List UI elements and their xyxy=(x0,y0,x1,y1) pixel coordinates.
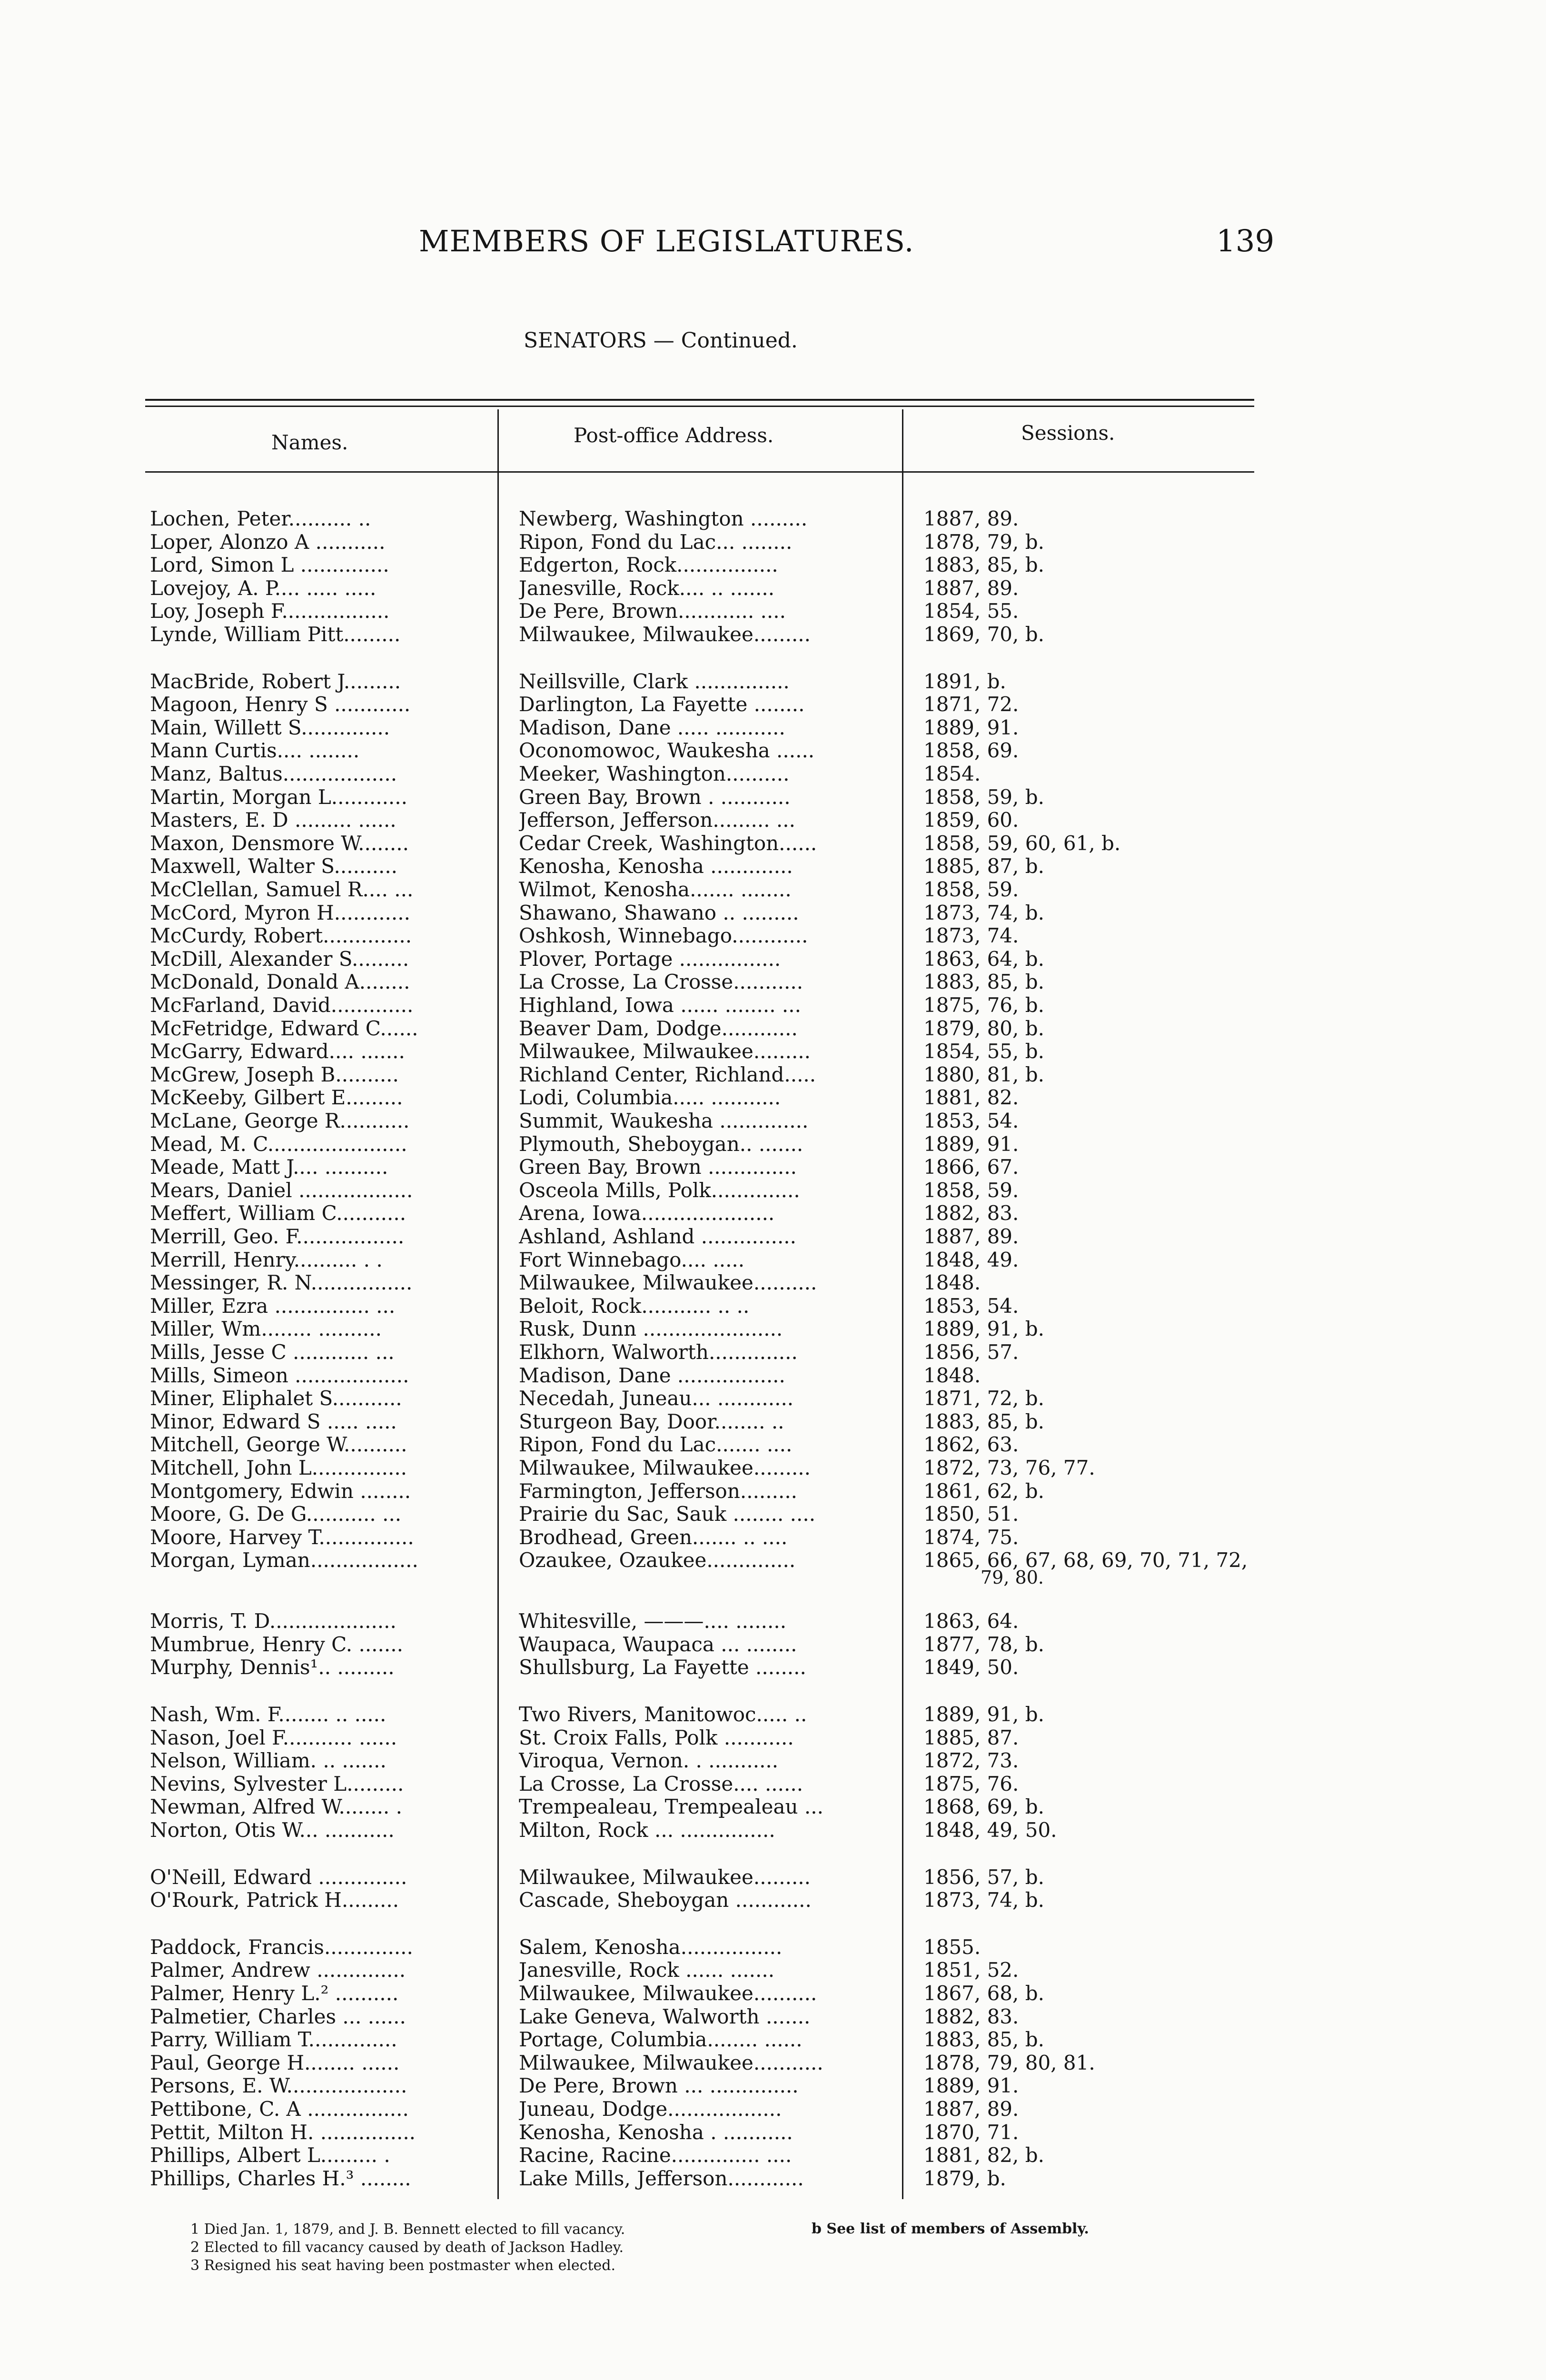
column-header-names: Names. xyxy=(271,431,348,454)
post-office-address: Elkhorn, Walworth.............. xyxy=(519,1340,798,1364)
table-row xyxy=(0,2143,1546,2166)
sessions: 1883, 85, b. xyxy=(923,1410,1044,1433)
senator-name: McDill, Alexander S......... xyxy=(150,947,409,971)
table-top-rule-2 xyxy=(145,406,1254,407)
table-row xyxy=(0,947,1546,970)
sessions: 1873, 74, b. xyxy=(923,1888,1044,1912)
senator-name: McGarry, Edward.... ....... xyxy=(150,1040,405,1063)
table-row xyxy=(0,507,1546,530)
post-office-address: Kenosha, Kenosha . ........... xyxy=(519,2121,793,2144)
post-office-address: Sturgeon Bay, Door........ .. xyxy=(519,1410,784,1433)
post-office-address: Edgerton, Rock................ xyxy=(519,553,778,576)
senator-name: Martin, Morgan L............ xyxy=(150,785,407,809)
sessions: 1871, 72, b. xyxy=(923,1387,1044,1410)
senator-name: Norton, Otis W... ........... xyxy=(150,1818,395,1842)
senator-name: Main, Willett S.............. xyxy=(150,716,390,739)
post-office-address: Jefferson, Jefferson......... ... xyxy=(519,808,795,832)
post-office-address: Neillsville, Clark ............... xyxy=(519,670,790,693)
table-row xyxy=(0,2167,1546,2190)
post-office-address: Janesville, Rock ...... ....... xyxy=(519,1958,775,1982)
post-office-address: Ozaukee, Ozaukee.............. xyxy=(519,1548,796,1572)
senator-name: Persons, E. W................... xyxy=(150,2074,407,2097)
table-row xyxy=(0,1726,1546,1749)
senator-name: McClellan, Samuel R.... ... xyxy=(150,878,414,901)
sessions: 1889, 91. xyxy=(923,2074,1019,2097)
table-row xyxy=(0,2121,1546,2143)
table-row xyxy=(0,1865,1546,1888)
table-row xyxy=(0,553,1546,576)
table-row xyxy=(0,1633,1546,1656)
sessions: 1889, 91, b. xyxy=(923,1317,1044,1340)
post-office-address: Prairie du Sac, Sauk ........ .... xyxy=(519,1502,816,1526)
table-row xyxy=(0,785,1546,808)
table-row xyxy=(0,1502,1546,1525)
senator-name: Nash, Wm. F........ .. ..... xyxy=(150,1703,386,1726)
table-row xyxy=(0,623,1546,645)
post-office-address: St. Croix Falls, Polk ........... xyxy=(519,1726,794,1749)
sessions: 1883, 85, b. xyxy=(923,970,1044,993)
table-row xyxy=(0,878,1546,901)
sessions: 1854, 55. xyxy=(923,599,1019,623)
table-row xyxy=(0,1703,1546,1726)
sessions: 1856, 57, b. xyxy=(923,1865,1044,1889)
senator-name: Morgan, Lyman................. xyxy=(150,1548,418,1572)
page-title: MEMBERS OF LEGISLATURES. xyxy=(419,224,914,258)
table-row xyxy=(0,1526,1546,1548)
sessions: 1879, 80, b. xyxy=(923,1017,1044,1040)
post-office-address: Plymouth, Sheboygan.. ....... xyxy=(519,1132,803,1156)
post-office-address: Ashland, Ashland ............... xyxy=(519,1225,796,1248)
sessions: 1881, 82. xyxy=(923,1086,1019,1109)
sessions: 1848, 49, 50. xyxy=(923,1818,1057,1842)
post-office-address: Summit, Waukesha .............. xyxy=(519,1109,809,1132)
senator-name: Miller, Ezra ............... ... xyxy=(150,1294,396,1318)
table-row xyxy=(0,1294,1546,1317)
post-office-address: Plover, Portage ................ xyxy=(519,947,781,971)
senator-name: Mills, Jesse C ............ ... xyxy=(150,1340,395,1364)
senator-name: Nelson, William. .. ....... xyxy=(150,1749,386,1772)
sessions: 1866, 67. xyxy=(923,1155,1019,1179)
table-row xyxy=(0,1132,1546,1155)
senator-name: Loper, Alonzo A ........... xyxy=(150,530,386,554)
table-row xyxy=(0,1479,1546,1502)
table-row xyxy=(0,2051,1546,2074)
column-header-address: Post-office Address. xyxy=(574,424,774,447)
sessions: 1882, 83. xyxy=(923,2005,1019,2028)
senator-name: MacBride, Robert J......... xyxy=(150,670,401,693)
sessions: 1875, 76, b. xyxy=(923,993,1044,1017)
sessions: 1869, 70, b. xyxy=(923,623,1044,646)
footnotes xyxy=(190,2221,625,2275)
sessions: 1863, 64, b. xyxy=(923,947,1044,971)
sessions: 1878, 79, 80, 81. xyxy=(923,2051,1095,2074)
senator-name: Montgomery, Edwin ........ xyxy=(150,1479,411,1503)
table-row xyxy=(0,1433,1546,1456)
senator-name: Mitchell, George W.......... xyxy=(150,1433,407,1456)
sessions: 1874, 75. xyxy=(923,1526,1019,1549)
senator-name: Palmetier, Charles ... ...... xyxy=(150,2005,406,2028)
post-office-address: Milwaukee, Milwaukee.......... xyxy=(519,1271,817,1294)
table-row xyxy=(0,2005,1546,2028)
table-row xyxy=(0,1609,1546,1632)
table-row xyxy=(0,1340,1546,1363)
post-office-address: Lodi, Columbia..... ........... xyxy=(519,1086,781,1109)
sessions: 1848, 49. xyxy=(923,1248,1019,1271)
senator-name: Masters, E. D ......... ...... xyxy=(150,808,396,832)
sessions: 1862, 63. xyxy=(923,1433,1019,1456)
post-office-address: Farmington, Jefferson......... xyxy=(519,1479,798,1503)
table-row xyxy=(0,1109,1546,1132)
table-row xyxy=(0,1155,1546,1178)
post-office-address: Milton, Rock ... ............... xyxy=(519,1818,775,1842)
table-row xyxy=(0,1387,1546,1409)
post-office-address: Green Bay, Brown . ........... xyxy=(519,785,791,809)
sessions: 1875, 76. xyxy=(923,1772,1019,1795)
senator-name: McCord, Myron H............ xyxy=(150,901,410,924)
table-row xyxy=(0,576,1546,599)
post-office-address: Madison, Dane ..... ........... xyxy=(519,716,785,739)
post-office-address: Fort Winnebago.... ..... xyxy=(519,1248,745,1271)
post-office-address: Ripon, Fond du Lac... ........ xyxy=(519,530,793,554)
table-row xyxy=(0,1225,1546,1248)
sessions: 1858, 69. xyxy=(923,739,1019,762)
table-row xyxy=(0,670,1546,693)
senator-name: Mills, Simeon .................. xyxy=(150,1364,409,1387)
sessions: 1858, 59, b. xyxy=(923,785,1044,809)
post-office-address: Milwaukee, Milwaukee......... xyxy=(519,1040,811,1063)
post-office-address: Arena, Iowa..................... xyxy=(519,1201,775,1225)
senator-name: Morris, T. D.................... xyxy=(150,1609,396,1633)
post-office-address: Kenosha, Kenosha ............. xyxy=(519,854,793,878)
senator-name: Phillips, Charles H.³ ........ xyxy=(150,2167,411,2190)
table-row xyxy=(0,1063,1546,1086)
sessions: 1873, 74, b. xyxy=(923,901,1044,924)
post-office-address: Trempealeau, Trempealeau ... xyxy=(519,1795,823,1818)
post-office-address: Wilmot, Kenosha....... ........ xyxy=(519,878,792,901)
post-office-address: Two Rivers, Manitowoc..... .. xyxy=(519,1703,807,1726)
senator-name: Palmer, Henry L.² .......... xyxy=(150,1982,399,2005)
post-office-address: Portage, Columbia........ ...... xyxy=(519,2028,803,2051)
senator-name: Magoon, Henry S ............ xyxy=(150,693,411,716)
sessions: 1853, 54. xyxy=(923,1109,1019,1132)
table-row xyxy=(0,739,1546,762)
senator-name: Moore, G. De G........... ... xyxy=(150,1502,402,1526)
post-office-address: Osceola Mills, Polk.............. xyxy=(519,1179,800,1202)
sessions: 1885, 87, b. xyxy=(923,854,1044,878)
table-row xyxy=(0,1772,1546,1795)
post-office-address: Milwaukee, Milwaukee......... xyxy=(519,1865,811,1889)
post-office-address: Ripon, Fond du Lac....... .... xyxy=(519,1433,793,1456)
post-office-address: De Pere, Brown ... .............. xyxy=(519,2074,799,2097)
table-row xyxy=(0,1317,1546,1340)
column-header-sessions: Sessions. xyxy=(1021,421,1115,445)
post-office-address: Darlington, La Fayette ........ xyxy=(519,693,805,716)
sessions: 1882, 83. xyxy=(923,1201,1019,1225)
sessions: 1849, 50. xyxy=(923,1656,1019,1679)
sessions: 1867, 68, b. xyxy=(923,1982,1044,2005)
sessions: 1881, 82, b. xyxy=(923,2143,1044,2167)
table-row xyxy=(0,1982,1546,2004)
table-row xyxy=(0,924,1546,947)
senator-name: Parry, William T.............. xyxy=(150,2028,397,2051)
post-office-address: Lake Geneva, Walworth ....... xyxy=(519,2005,811,2028)
senator-name: Mann Curtis.... ........ xyxy=(150,739,360,762)
senator-name: Merrill, Geo. F................. xyxy=(150,1225,405,1248)
post-office-address: Viroqua, Vernon. . ........... xyxy=(519,1749,779,1772)
senator-name: McFarland, David............. xyxy=(150,993,414,1017)
sessions: 1891, b. xyxy=(923,670,1006,693)
table-row xyxy=(0,1795,1546,1818)
table-row xyxy=(0,1086,1546,1109)
senator-name: Merrill, Henry.......... . . xyxy=(150,1248,383,1271)
table-row xyxy=(0,1201,1546,1224)
senator-name: Maxon, Densmore W........ xyxy=(150,832,409,855)
sessions: 1887, 89. xyxy=(923,2097,1019,2121)
table-row xyxy=(0,716,1546,739)
senator-name: Minor, Edward S ..... ..... xyxy=(150,1410,397,1433)
table-row xyxy=(0,1749,1546,1772)
post-office-address: Beloit, Rock........... .. .. xyxy=(519,1294,750,1318)
post-office-address: Oshkosh, Winnebago............ xyxy=(519,924,808,947)
footnote-1: 1 Died Jan. 1, 1879, and J. B. Bennett elected to fill vacancy. xyxy=(190,2221,625,2238)
sessions: 1883, 85, b. xyxy=(923,553,1044,576)
page-number: 139 xyxy=(1216,224,1275,259)
senator-name: Mitchell, John L............... xyxy=(150,1456,407,1479)
post-office-address: Beaver Dam, Dodge............ xyxy=(519,1017,798,1040)
sessions: 1856, 57. xyxy=(923,1340,1019,1364)
post-office-address: Cedar Creek, Washington...... xyxy=(519,832,817,855)
senator-name: Lord, Simon L .............. xyxy=(150,553,389,576)
post-office-address: Salem, Kenosha................ xyxy=(519,1935,783,1959)
table-row xyxy=(0,2074,1546,2097)
section-title: SENATORS — Continued. xyxy=(524,328,798,353)
post-office-address: De Pere, Brown............ .... xyxy=(519,599,786,623)
sessions: 1880, 81, b. xyxy=(923,1063,1044,1086)
senator-name: McLane, George R........... xyxy=(150,1109,410,1132)
post-office-address: Necedah, Juneau... ............ xyxy=(519,1387,794,1410)
post-office-address: Brodhead, Green....... .. .... xyxy=(519,1526,788,1549)
sessions: 1870, 71. xyxy=(923,2121,1019,2144)
senator-name: Paddock, Francis.............. xyxy=(150,1935,413,1959)
senator-name: Pettibone, C. A ................ xyxy=(150,2097,409,2121)
sessions: 1887, 89. xyxy=(923,507,1019,530)
post-office-address: Highland, Iowa ...... ........ ... xyxy=(519,993,801,1017)
post-office-address: Milwaukee, Milwaukee......... xyxy=(519,623,811,646)
table-row xyxy=(0,1271,1546,1294)
sessions: 1859, 60. xyxy=(923,808,1019,832)
post-office-address: La Crosse, La Crosse........... xyxy=(519,970,803,993)
senator-name: Nason, Joel F........... ...... xyxy=(150,1726,397,1749)
senator-name: Maxwell, Walter S.......... xyxy=(150,854,398,878)
sessions: 1879, b. xyxy=(923,2167,1006,2190)
table-row xyxy=(0,854,1546,877)
senator-name: Meffert, William C........... xyxy=(150,1201,406,1225)
sessions: 1854, 55, b. xyxy=(923,1040,1044,1063)
post-office-address: La Crosse, La Crosse.... ...... xyxy=(519,1772,803,1795)
table-row xyxy=(0,1248,1546,1271)
sessions: 1887, 89. xyxy=(923,1225,1019,1248)
table-row xyxy=(0,1364,1546,1387)
senator-name: Lynde, William Pitt......... xyxy=(150,623,401,646)
table-row xyxy=(0,1935,1546,1958)
sessions-continuation: 79, 80. xyxy=(981,1567,1044,1588)
post-office-address: Milwaukee, Milwaukee........... xyxy=(519,2051,823,2074)
senator-name: Mears, Daniel .................. xyxy=(150,1179,413,1202)
post-office-address: Newberg, Washington ......... xyxy=(519,507,808,530)
table-top-rule xyxy=(145,399,1254,401)
senator-name: Mead, M. C...................... xyxy=(150,1132,407,1156)
sessions: 1877, 78, b. xyxy=(923,1633,1044,1656)
senator-name: Murphy, Dennis¹.. ......... xyxy=(150,1656,395,1679)
post-office-address: Janesville, Rock.... .. ....... xyxy=(519,576,775,600)
post-office-address: Green Bay, Brown .............. xyxy=(519,1155,797,1179)
table-row xyxy=(0,1179,1546,1201)
table-row xyxy=(0,832,1546,854)
post-office-address: Milwaukee, Milwaukee.......... xyxy=(519,1982,817,2005)
post-office-address: Meeker, Washington.......... xyxy=(519,762,790,785)
senator-name: Lochen, Peter.......... .. xyxy=(150,507,371,530)
header-bottom-rule xyxy=(145,471,1254,473)
senator-name: Palmer, Andrew .............. xyxy=(150,1958,406,1982)
footnote-b: b See list of members of Assembly. xyxy=(812,2221,1089,2237)
sessions: 1853, 54. xyxy=(923,1294,1019,1318)
sessions: 1873, 74. xyxy=(923,924,1019,947)
senator-name: O'Rourk, Patrick H......... xyxy=(150,1888,399,1912)
sessions: 1868, 69, b. xyxy=(923,1795,1044,1818)
post-office-address: Racine, Racine.............. .... xyxy=(519,2143,792,2167)
sessions: 1889, 91, b. xyxy=(923,1703,1044,1726)
post-office-address: Oconomowoc, Waukesha ...... xyxy=(519,739,815,762)
senator-name: McKeeby, Gilbert E......... xyxy=(150,1086,403,1109)
sessions: 1861, 62, b. xyxy=(923,1479,1044,1503)
sessions: 1850, 51. xyxy=(923,1502,1019,1526)
post-office-address: Rusk, Dunn ...................... xyxy=(519,1317,783,1340)
senator-name: McGrew, Joseph B.......... xyxy=(150,1063,399,1086)
table-row xyxy=(0,1017,1546,1040)
table-row xyxy=(0,993,1546,1016)
senator-name: McFetridge, Edward C...... xyxy=(150,1017,418,1040)
table-row xyxy=(0,1888,1546,1911)
senator-name: McCurdy, Robert.............. xyxy=(150,924,412,947)
table-row xyxy=(0,808,1546,831)
table-row xyxy=(0,1040,1546,1062)
table-row xyxy=(0,970,1546,993)
sessions: 1848. xyxy=(923,1364,981,1387)
senator-name: Lovejoy, A. P.... ..... ..... xyxy=(150,576,377,600)
table-row xyxy=(0,693,1546,715)
senator-name: Miner, Eliphalet S........... xyxy=(150,1387,402,1410)
table-row xyxy=(0,1656,1546,1678)
senator-name: O'Neill, Edward .............. xyxy=(150,1865,407,1889)
senator-name: Manz, Baltus.................. xyxy=(150,762,397,785)
post-office-address: Lake Mills, Jefferson............ xyxy=(519,2167,804,2190)
table-row xyxy=(0,1818,1546,1841)
sessions: 1885, 87. xyxy=(923,1726,1019,1749)
sessions: 1855. xyxy=(923,1935,981,1959)
sessions: 1883, 85, b. xyxy=(923,2028,1044,2051)
sessions: 1889, 91. xyxy=(923,1132,1019,1156)
senator-name: Paul, George H........ ...... xyxy=(150,2051,400,2074)
footnote-2: 2 Elected to fill vacancy caused by death of Jackson Hadley. xyxy=(190,2239,624,2256)
senator-name: McDonald, Donald A........ xyxy=(150,970,410,993)
senator-name: Mumbrue, Henry C. ....... xyxy=(150,1633,403,1656)
sessions: 1858, 59. xyxy=(923,878,1019,901)
senator-name: Nevins, Sylvester L......... xyxy=(150,1772,404,1795)
senator-name: Pettit, Milton H. ............... xyxy=(150,2121,416,2144)
table-row xyxy=(0,1410,1546,1433)
post-office-address: Juneau, Dodge.................. xyxy=(519,2097,782,2121)
post-office-address: Shullsburg, La Fayette ........ xyxy=(519,1656,806,1679)
senator-name: Loy, Joseph F................. xyxy=(150,599,390,623)
footnote-3: 3 Resigned his seat having been postmaster when elected. xyxy=(190,2257,616,2274)
table-row xyxy=(0,599,1546,622)
sessions: 1878, 79, b. xyxy=(923,530,1044,554)
post-office-address: Madison, Dane ................. xyxy=(519,1364,785,1387)
sessions: 1848. xyxy=(923,1271,981,1294)
sessions: 1851, 52. xyxy=(923,1958,1019,1982)
sessions: 1887, 89. xyxy=(923,576,1019,600)
table-row xyxy=(0,762,1546,785)
senator-name: Newman, Alfred W........ . xyxy=(150,1795,402,1818)
post-office-address: Waupaca, Waupaca ... ........ xyxy=(519,1633,797,1656)
senator-name: Moore, Harvey T............... xyxy=(150,1526,414,1549)
sessions: 1889, 91. xyxy=(923,716,1019,739)
post-office-address: Milwaukee, Milwaukee......... xyxy=(519,1456,811,1479)
sessions: 1854. xyxy=(923,762,981,785)
post-office-address: Whitesville, ———.... ........ xyxy=(519,1609,787,1633)
sessions: 1863, 64. xyxy=(923,1609,1019,1633)
table-row xyxy=(0,901,1546,924)
table-row xyxy=(0,1958,1546,1981)
table-row xyxy=(0,2097,1546,2120)
senator-name: Miller, Wm........ .......... xyxy=(150,1317,382,1340)
sessions: 1858, 59, 60, 61, b. xyxy=(923,832,1121,855)
post-office-address: Richland Center, Richland..... xyxy=(519,1063,816,1086)
sessions: 1871, 72. xyxy=(923,693,1019,716)
table-row xyxy=(0,1456,1546,1479)
table-row xyxy=(0,2028,1546,2051)
senator-name: Messinger, R. N................ xyxy=(150,1271,413,1294)
sessions: 1865, 66, 67, 68, 69, 70, 71, 72, xyxy=(923,1548,1248,1572)
senator-name: Phillips, Albert L......... . xyxy=(150,2143,390,2167)
senator-name: Meade, Matt J.... .......... xyxy=(150,1155,388,1179)
sessions: 1872, 73, 76, 77. xyxy=(923,1456,1095,1479)
sessions: 1858, 59. xyxy=(923,1179,1019,1202)
post-office-address: Shawano, Shawano .. ......... xyxy=(519,901,799,924)
table-row xyxy=(0,1548,1546,1571)
post-office-address: Cascade, Sheboygan ............ xyxy=(519,1888,812,1912)
table-row xyxy=(0,530,1546,553)
sessions: 1872, 73. xyxy=(923,1749,1019,1772)
